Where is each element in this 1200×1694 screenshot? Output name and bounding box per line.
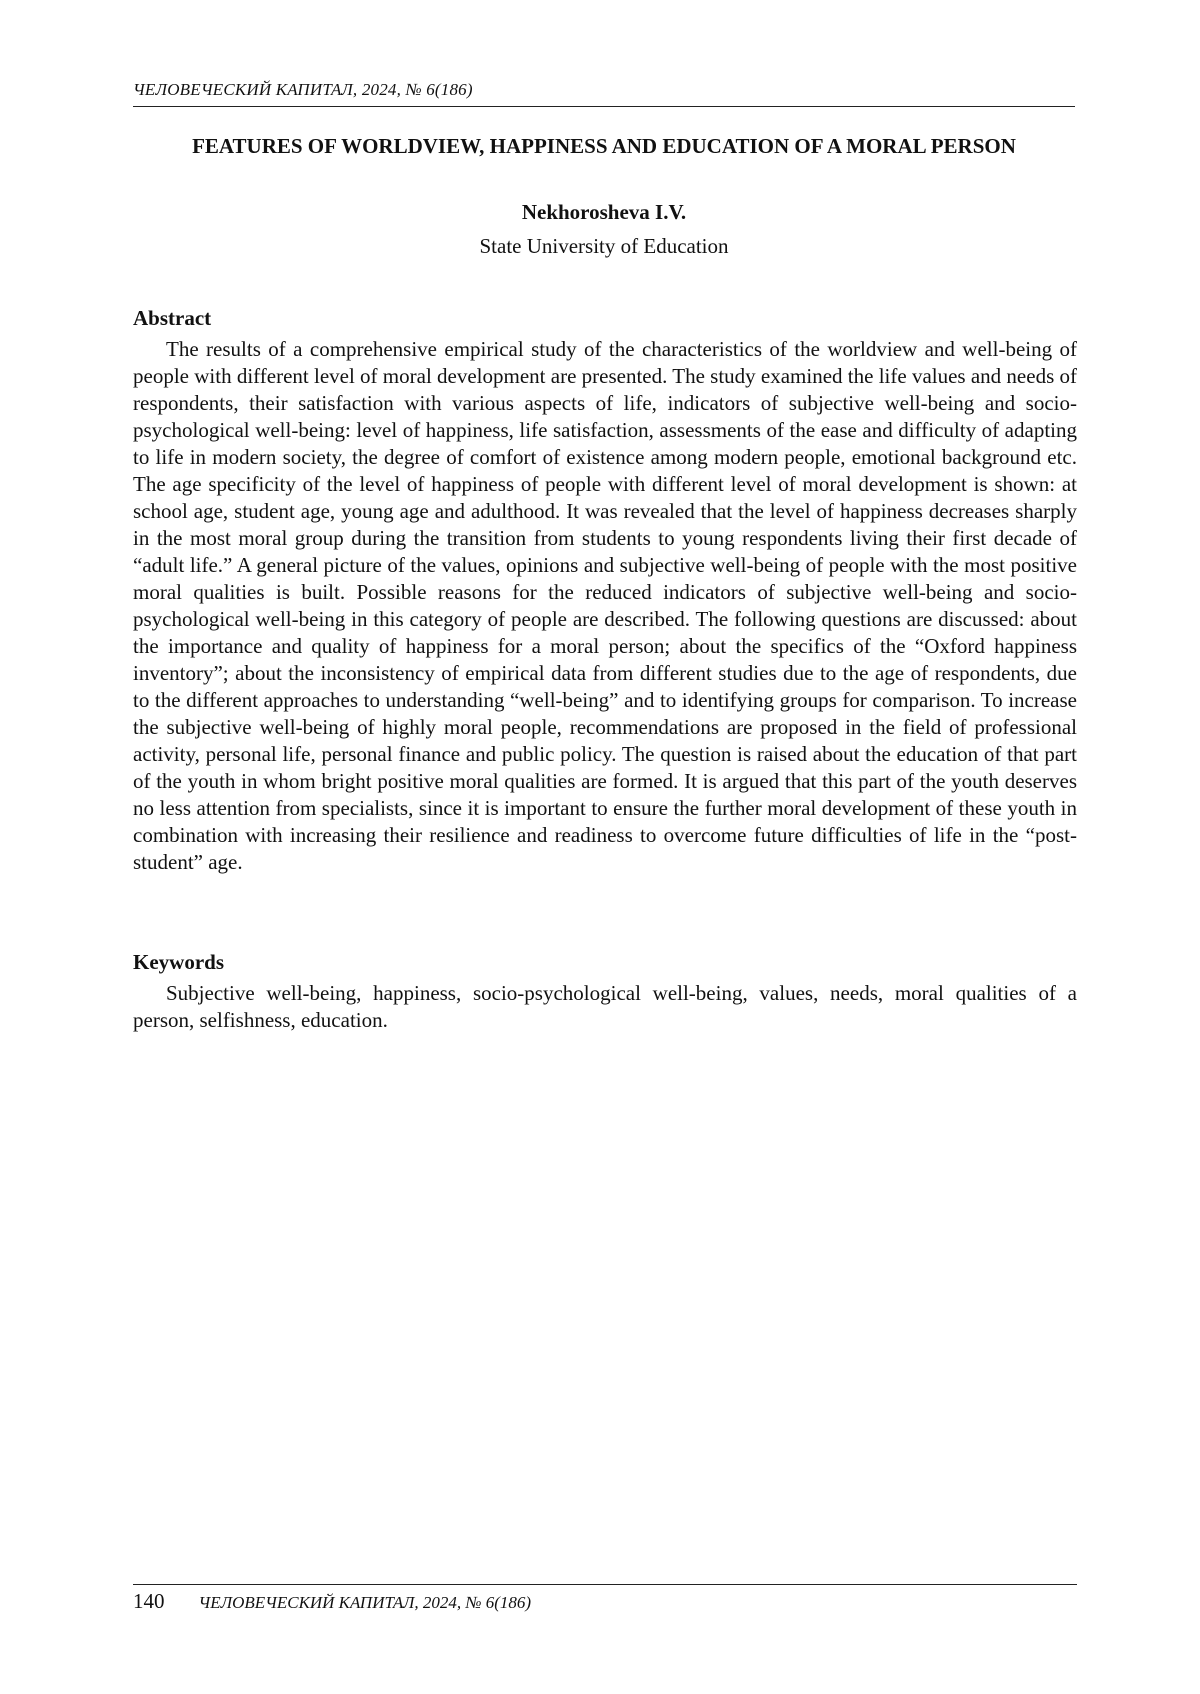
page-footer	[133, 1584, 1077, 1614]
page-number: 140	[133, 1589, 165, 1613]
article-title: FEATURES OF WORLDVIEW, HAPPINESS AND EDUCATION OF A MORAL PERSON	[192, 134, 1016, 158]
abstract-heading: Abstract	[133, 306, 212, 330]
footer-journal: ЧЕЛОВЕЧЕСКИЙ КАПИТАЛ, 2024, № 6(186)	[198, 1593, 532, 1612]
abstract-section	[133, 304, 1077, 876]
author-name: Nekhorosheva I.V.	[521, 200, 687, 224]
running-header: ЧЕЛОВЕЧЕСКИЙ КАПИТАЛ, 2024, № 6(186)	[133, 80, 1075, 107]
keywords-heading: Keywords	[133, 950, 224, 974]
keywords-text: Subjective well-being, happiness, socio-psychological well-being, values, needs, moral qualities of a person, selfishness, education.	[133, 981, 1077, 1032]
abstract-text: The results of a comprehensive empirical study of the characteristics of the worldview and well-being of people with different level of moral development are presented. The study examined the life values and needs of respondents, their satisfaction with various aspects of life, indicators of subjective well-being and socio-psychological well-being: level of happiness, life satisfaction, assessments of the ease and difficulty of adapting to life in modern society, the degree of comfort of existence among modern people, emotional background etc. The age specificity of the level of happiness of people with different level of moral development is shown: at school age, student age, young age and adulthood. It was revealed that the level of happiness decreases sharply in the most moral group during the transition from students to young respondents living their first decade of “adult life.” A general picture of the values, opinions and subjective well-being of people with the most positive moral qualities is built. Possible reasons for the reduced indicators of subjective well-being and socio-psychological well-being in this category of people are described. The following questions are discussed: about the importance and quality of happiness for a moral person; about the specifics of the “Oxford happiness inventory”; about the inconsistency of empirical data from different studies due to the age of respondents, due to the different approaches to understanding “well-being” and to identifying groups for comparison. To increase the subjective well-being of highly moral people, recommendations are proposed in the field of professional activity, personal life, personal finance and public policy. The question is raised about the education of that part of the youth in whom bright positive moral qualities are formed. It is argued that this part of the youth deserves no less attention from specialists, since it is important to ensure the further moral development of these youth in combination with increasing their resilience and readiness to overcome future difficulties of life in the “post-student” age.	[133, 337, 1077, 874]
keywords-section	[133, 948, 1077, 1034]
author-affiliation: State University of Education	[479, 234, 729, 258]
